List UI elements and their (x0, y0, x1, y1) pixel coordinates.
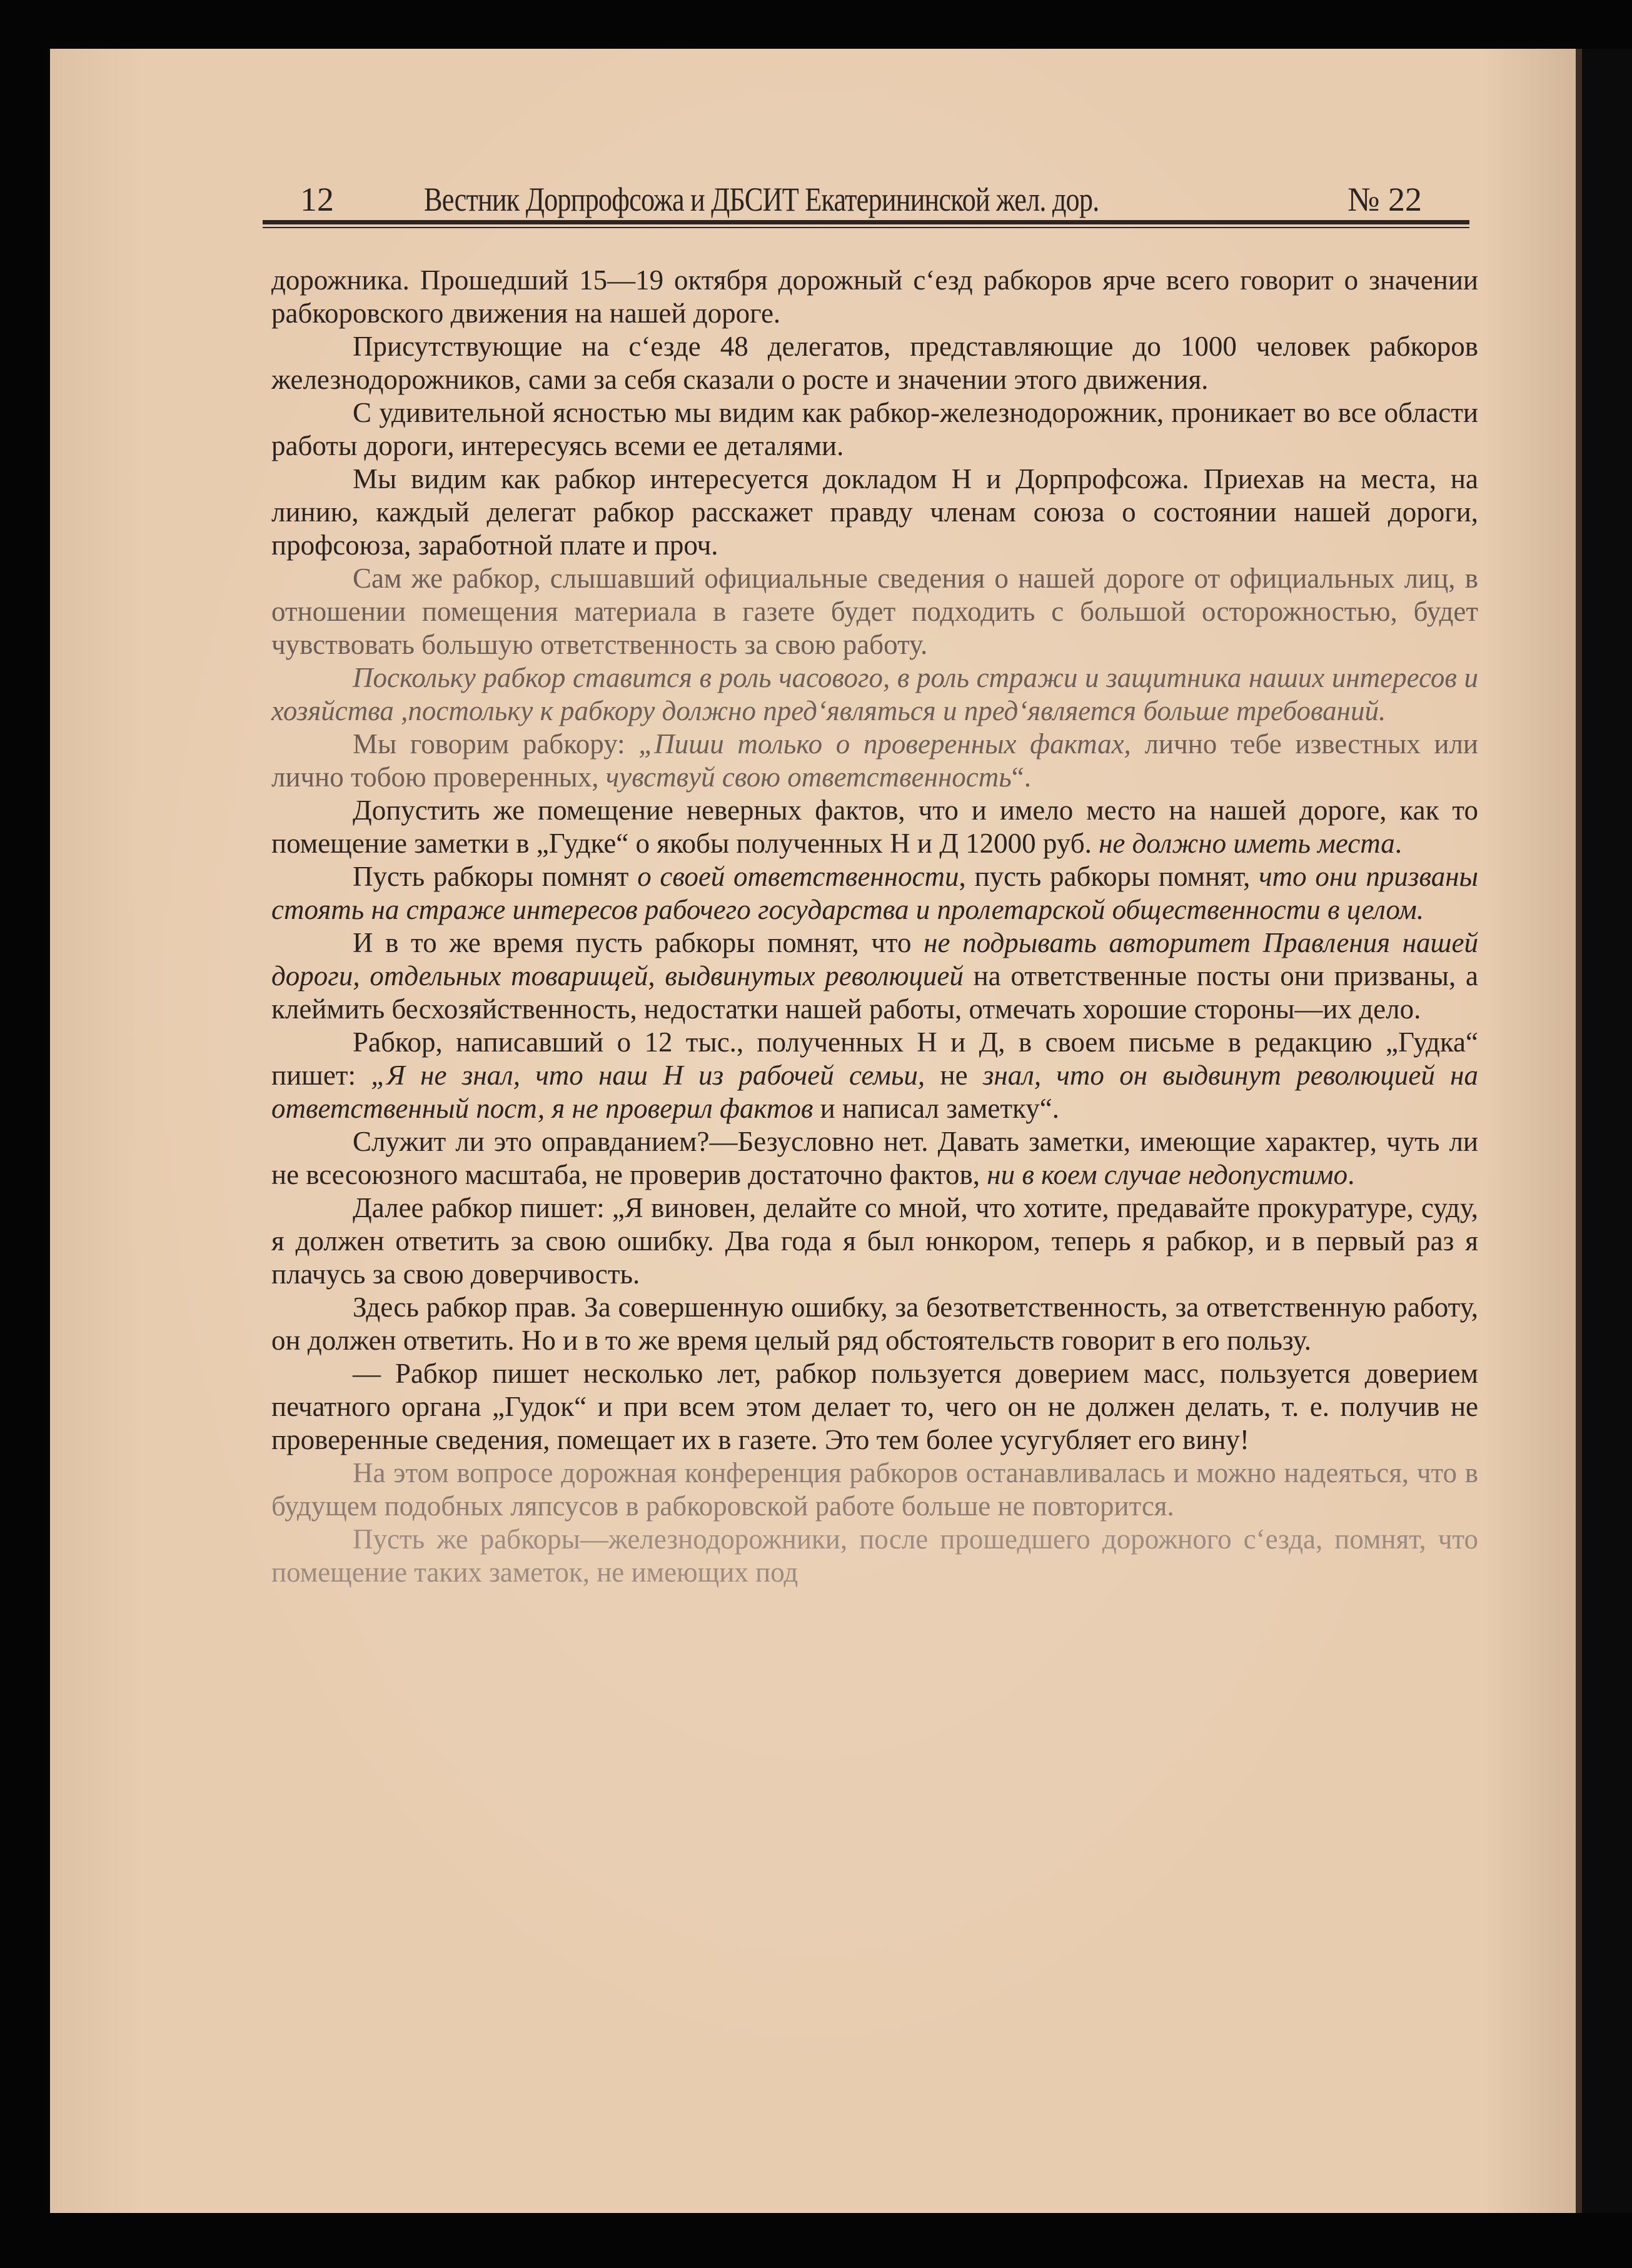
text: И в то же время пусть рабкоры помнят, что (353, 927, 924, 958)
paragraph (271, 728, 1478, 794)
article-body (271, 264, 1478, 2077)
paragraph: Сам же рабкор, слышавший официальные сведения о нашей дороге от официальных лиц, в отношении помещения материала в газете будет подходить с большой осторожностью, будет чувствовать большую ответственность за свою работу. (271, 563, 1478, 660)
paragraph: Далее рабкор пишет: „Я виновен, делайте со мной, что хотите, предавайте прокуратуре, суду, я должен ответить за свою ошибку. Два года я был юнкором, теперь я рабкор, и в первый раз я плачусь за свою доверчивость. (271, 1192, 1478, 1290)
italic-text: знал, что он выдвинут революцией на ответственный пост, я не проверил фактов (271, 1060, 1478, 1124)
text: Служит ли это оправданием?—Безусловно нет. Давать заметки, имеющие характер, чуть ли не всесоюзного масштаба, не проверив достаточно фактов, (271, 1126, 1478, 1190)
paragraph (271, 1026, 1478, 1125)
issue-number: № 22 (1347, 181, 1423, 218)
paragraph (271, 926, 1478, 1026)
text: . (1394, 828, 1403, 859)
text: . (1347, 1159, 1355, 1190)
paragraph: На этом вопросе дорожная конференция рабкоров останавливалась и можно надеяться, что в будущем подобных ляпсусов в рабкоровской работе больше не повторится. (271, 1457, 1478, 1522)
text: “. (1011, 761, 1031, 793)
header-rule-thin (263, 227, 1469, 228)
text: Мы говорим рабкору: (353, 728, 639, 760)
text: Пусть рабкоры помнят (353, 861, 638, 892)
paragraph: Мы видим как рабкор интересуется докладом Н и Дорпрофсожа. Приехав на места, на линию, каждый делегат рабкор расскажет правду членам союза о состоянии нашей дороги, профсоюза, заработной плате и проч. (271, 463, 1478, 561)
text: , пусть рабкоры помнят, (959, 861, 1259, 892)
paragraph (271, 1125, 1478, 1192)
text: Допустить же помещение неверных фактов, что и имело место на нашей дороге, как то помещение заметки в „Гудке“ о якобы полученных Н и Д 12000 руб. (271, 795, 1478, 859)
italic-text: „Я не знал, что наш Н из рабочей семьи, (371, 1060, 925, 1091)
paragraph: Здесь рабкор прав. За совершенную ошибку, за безответственность, за ответственную работу, он должен ответить. Но и в то же время целый ряд обстоятельств говорит в его пользу. (271, 1292, 1478, 1356)
journal-title: Вестник Дорпрофсожа и ДБСИТ Екатерининской жел. дор. (424, 181, 1099, 218)
italic-text: о своей ответственности (637, 861, 959, 892)
page-header (263, 180, 1463, 224)
italic-text: чувствуй свою ответственность (605, 761, 1012, 793)
italic-text: что они призваны стоять на страже интересов рабочего государства и пролетарской общественности в целом. (271, 861, 1478, 925)
paragraph: Присутствующие на с‘езде 48 делегатов, представляющие до 1000 человек рабкоров железнодорожников, сами за себя сказали о росте и значении этого движения. (271, 331, 1478, 395)
paragraph: С удивительной ясностью мы видим как рабкор-железнодорожник, проникает во все области работы дороги, интересуясь всеми ее деталями. (271, 397, 1478, 461)
italic-text: Поскольку рабкор ставится в роль часового, в роль стражи и защитника наших интересов и хозяйства ,постольку к рабкору должно пред‘являться и пред‘является больше требований. (271, 662, 1478, 726)
page-edge (1576, 49, 1582, 2213)
text: на ответственные посты они призваны, а клеймить бесхозяйственность, недостатки нашей работы, отмечать хорошие стороны—их дело. (271, 960, 1478, 1025)
paragraph (271, 794, 1478, 860)
italic-text: не подрывать авторитет Правления нашей дороги, отдельных товарищей, выдвинутых революцией (271, 927, 1479, 991)
page-number: 12 (300, 181, 334, 218)
scan-border (1582, 49, 1632, 2213)
italic-text: ни в коем случае недопустимо (987, 1159, 1348, 1190)
paragraph: Пусть же рабкоры—железнодорожники, после прошедшего дорожного с‘езда, помнят, что помещение таких заметок, не имеющих под (271, 1523, 1478, 1588)
italic-text: не должно иметь места (1099, 828, 1395, 859)
paragraph-italic (271, 661, 1478, 728)
italic-text: „Пиши только о проверенных фактах, (638, 728, 1131, 760)
text: и написал заметку“. (813, 1093, 1060, 1124)
paragraph (271, 860, 1478, 926)
text: лично тебе известных или лично тобою проверенных, (271, 728, 1479, 793)
text: не (925, 1060, 983, 1091)
paragraph: дорожника. Прошедший 15—19 октября дорожный с‘езд рабкоров ярче всего говорит о значении рабкоровского движения на нашей дороге. (271, 264, 1478, 329)
header-rule (263, 220, 1469, 224)
paragraph: — Рабкор пишет несколько лет, рабкор пользуется доверием масс, пользуется доверием печатного органа „Гудок“ и при всем этом делает то, чего он не должен делать, т. е. получив не проверенные сведения, помещает их в газете. Это тем более усугубляет его вину! (271, 1358, 1478, 1455)
text: Рабкор, написавший о 12 тыс., полученных Н и Д, в своем письме в редакцию „Гудка“ пишет: (271, 1026, 1478, 1091)
